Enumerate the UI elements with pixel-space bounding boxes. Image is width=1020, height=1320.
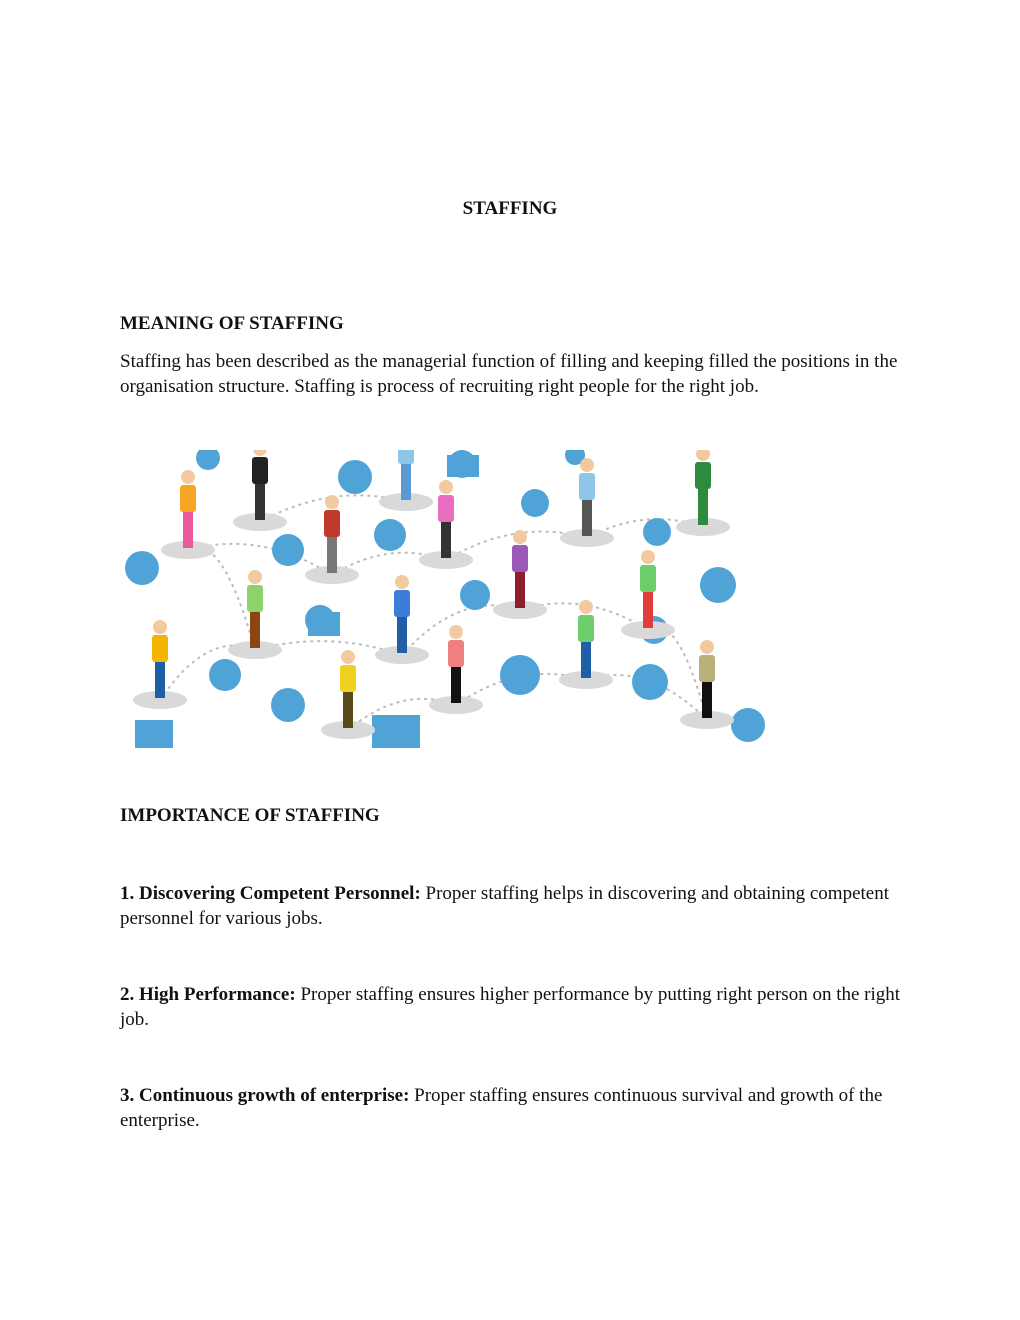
point-text: Proper staffing ensures continuous survival and growth of the enterprise. xyxy=(120,1085,883,1131)
person-head xyxy=(341,650,355,664)
person-legs xyxy=(255,482,265,520)
point-label: 3. Continuous growth of enterprise: xyxy=(120,1085,410,1106)
person-torso xyxy=(695,462,711,489)
person-legs xyxy=(155,660,165,698)
speech-bubble-icon xyxy=(308,612,340,636)
speech-bubble-icon xyxy=(700,567,736,603)
person-head xyxy=(641,550,655,564)
person-legs xyxy=(343,690,353,728)
speech-bubble-icon xyxy=(643,518,671,546)
speech-bubble-icon xyxy=(500,655,540,695)
speech-bubble-icon xyxy=(731,708,765,742)
person-legs xyxy=(250,610,260,648)
person-legs xyxy=(643,590,653,628)
person-head xyxy=(253,450,267,456)
person-torso xyxy=(247,585,263,612)
person-head xyxy=(449,625,463,639)
person-torso xyxy=(398,450,414,464)
person-head xyxy=(579,600,593,614)
section-heading-importance: IMPORTANCE OF STAFFING xyxy=(120,805,380,826)
person-legs xyxy=(702,680,712,718)
person-head xyxy=(580,458,594,472)
people-network-illustration xyxy=(120,450,765,748)
person-legs xyxy=(441,520,451,558)
speech-bubble-icon xyxy=(135,720,173,748)
importance-point-3 xyxy=(120,1083,910,1133)
person-legs xyxy=(698,487,708,525)
speech-bubble-icon xyxy=(271,688,305,722)
person-head xyxy=(395,575,409,589)
person-head xyxy=(181,470,195,484)
person-legs xyxy=(327,535,337,573)
person-torso xyxy=(448,640,464,667)
person-torso xyxy=(579,473,595,500)
speech-bubble-icon xyxy=(338,460,372,494)
person-torso xyxy=(699,655,715,682)
point-text: Proper staffing ensures higher performance by putting right person on the right job. xyxy=(120,984,901,1030)
person-torso xyxy=(252,457,268,484)
speech-bubble-icon xyxy=(447,455,479,477)
speech-bubble-icon xyxy=(196,450,220,470)
importance-point-2 xyxy=(120,982,910,1032)
person-head xyxy=(700,640,714,654)
connection-line xyxy=(188,547,255,650)
person-torso xyxy=(438,495,454,522)
point-text: Proper staffing helps in discovering and obtaining competent personnel for various jobs. xyxy=(120,883,889,929)
person-legs xyxy=(515,570,525,608)
person-torso xyxy=(512,545,528,572)
person-legs xyxy=(401,462,411,500)
person-legs xyxy=(581,640,591,678)
person-torso xyxy=(180,485,196,512)
speech-bubble-icon xyxy=(374,519,406,551)
person-head xyxy=(696,450,710,461)
person-head xyxy=(439,480,453,494)
meaning-paragraph: Staffing has been described as the managerial function of filling and keeping filled the positions in the organisation structure. Staffing is process of recruiting right people for the right job. xyxy=(120,351,898,397)
person-legs xyxy=(183,510,193,548)
person-legs xyxy=(451,665,461,703)
speech-bubble-icon xyxy=(460,580,490,610)
speech-bubble-icon xyxy=(209,659,241,691)
person-head xyxy=(325,495,339,509)
person-torso xyxy=(578,615,594,642)
person-head xyxy=(248,570,262,584)
person-torso xyxy=(152,635,168,662)
speech-bubble-icon xyxy=(632,664,668,700)
person-legs xyxy=(582,498,592,536)
section-heading-meaning: MEANING OF STAFFING xyxy=(120,313,344,334)
point-label: 1. Discovering Competent Personnel: xyxy=(120,883,421,904)
person-torso xyxy=(640,565,656,592)
point-label: 2. High Performance: xyxy=(120,984,296,1005)
speech-bubble-icon xyxy=(372,715,420,748)
person-torso xyxy=(394,590,410,617)
page-title: STAFFING xyxy=(462,198,558,219)
importance-point-1 xyxy=(120,881,910,931)
speech-bubble-icon xyxy=(272,534,304,566)
person-head xyxy=(153,620,167,634)
person-legs xyxy=(397,615,407,653)
person-torso xyxy=(340,665,356,692)
person-torso xyxy=(324,510,340,537)
speech-bubble-icon xyxy=(125,551,159,585)
person-head xyxy=(513,530,527,544)
speech-bubble-icon xyxy=(521,489,549,517)
